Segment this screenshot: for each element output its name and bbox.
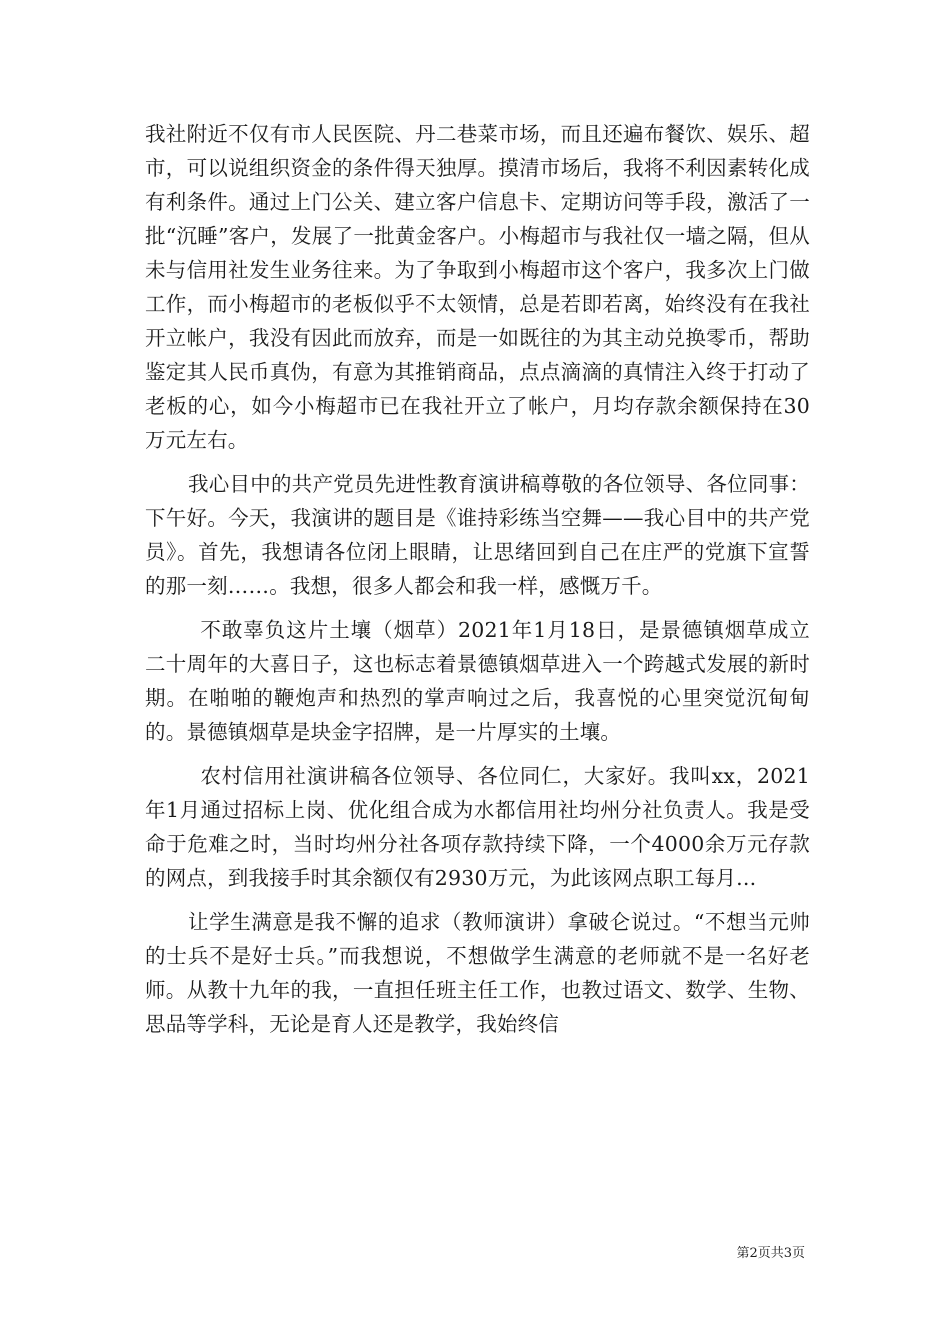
paragraph-party-member-speech: 我心目中的共产党员先进性教育演讲稿尊敬的各位领导、各位同事：下午好。今天，我演讲的题目是《谁持彩练当空舞——我心目中的共产党员》。首先，我想请各位闭上眼睛，让思绪回到自己在庄严的党旗下宣誓的那一刻……。我想，很多人都会和我一样，感慨万千。	[145, 472, 810, 598]
document-body	[145, 117, 810, 1041]
page-number-footer: 第2页共3页	[736, 1246, 805, 1261]
paragraph-teacher-speech: 让学生满意是我不懈的追求（教师演讲）拿破仑说过。“不想当元帅的士兵不是好士兵。”而我想说，不想做学生满意的老师就不是一名好老师。从教十九年的我，一直担任班主任工作，也教过语文、数学、生物、思品等学科，无论是育人还是教学，我始终信	[145, 910, 810, 1036]
paragraph-rural-credit-speech: 农村信用社演讲稿各位领导、各位同仁，大家好。我叫xx，2021年1月通过招标上岗、优化组合成为水都信用社均州分社负责人。我是受命于危难之时，当时均州分社各项存款持续下降，一个4000余万元存款的网点，到我接手时其余额仅有2930万元，为此该网点职工每月...	[145, 764, 810, 890]
paragraph-credit-union-customers: 我社附近不仅有市人民医院、丹二巷菜市场，而且还遍布餐饮、娱乐、超市，可以说组织资金的条件得天独厚。摸清市场后，我将不利因素转化成有利条件。通过上门公关、建立客户信息卡、定期访问等手段，激活了一批“沉睡”客户，发展了一批黄金客户。小梅超市与我社仅一墙之隔，但从未与信用社发生业务往来。为了争取到小梅超市这个客户，我多次上门做工作，而小梅超市的老板似乎不太领情，总是若即若离，始终没有在我社开立帐户，我没有因此而放弃，而是一如既往的为其主动兑换零币，帮助鉴定其人民币真伪，有意为其推销商品，点点滴滴的真情注入终于打动了老板的心，如今小梅超市已在我社开立了帐户，月均存款余额保持在30万元左右。	[145, 122, 810, 452]
paragraph-tobacco-speech: 不敢辜负这片土壤（烟草）2021年1月18日，是景德镇烟草成立二十周年的大喜日子，这也标志着景德镇烟草进入一个跨越式发展的新时期。在啪啪的鞭炮声和热烈的掌声响过之后，我喜悦的心里突觉沉甸甸的。景德镇烟草是块金字招牌，是一片厚实的土壤。	[145, 618, 810, 744]
